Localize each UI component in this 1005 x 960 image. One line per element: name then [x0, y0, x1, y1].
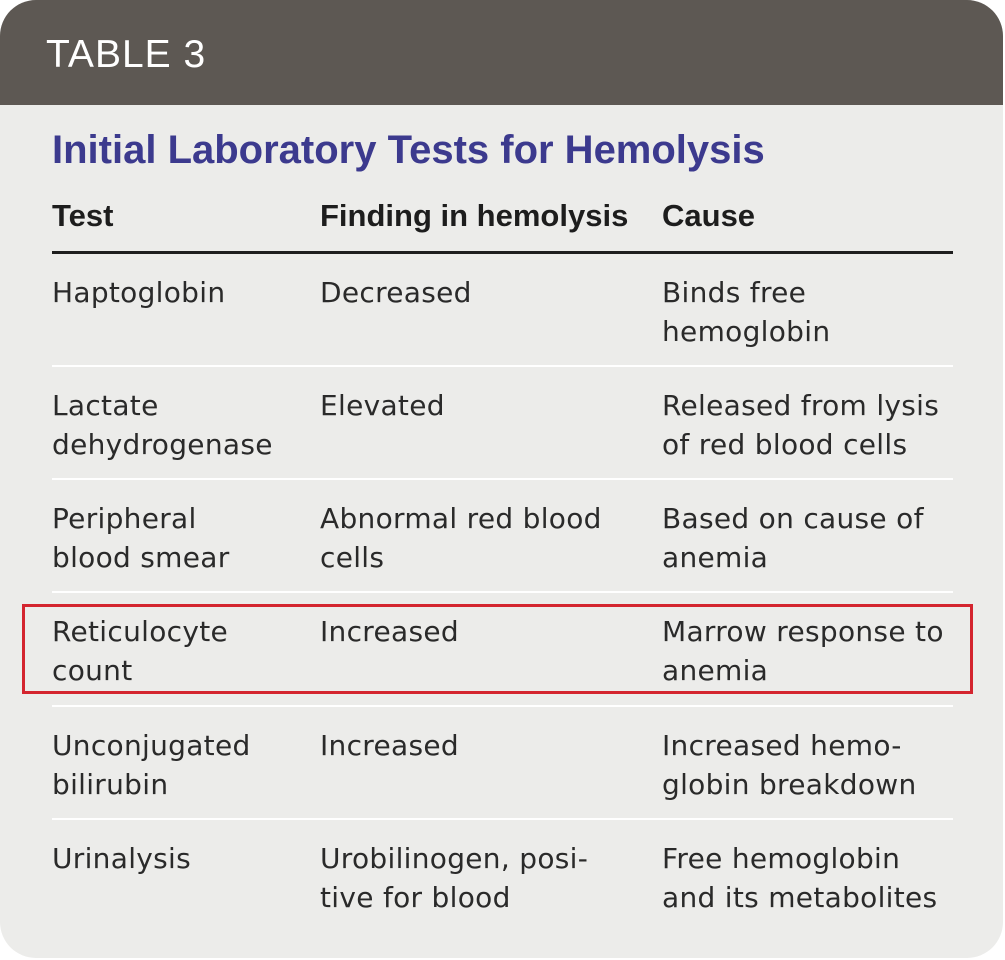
cell-line: Elevated — [320, 389, 445, 422]
cell-line: Lactate — [52, 389, 159, 422]
row-divider — [52, 478, 953, 480]
cell-line: Urinalysis — [52, 842, 191, 875]
cell-cause — [662, 839, 937, 917]
cell-line: count — [52, 654, 133, 687]
row-divider — [52, 818, 953, 820]
cell-test — [52, 726, 251, 804]
cell-line: Increased — [320, 615, 459, 648]
cell-line: Reticulocyte — [52, 615, 229, 648]
cell-line: Increased hemo- — [662, 729, 902, 762]
cell-test — [52, 386, 273, 464]
cell-line: Urobilinogen, posi- — [320, 842, 589, 875]
table-header-bar — [0, 0, 1003, 105]
cell-cause — [662, 386, 939, 464]
cell-line: blood smear — [52, 541, 230, 574]
cell-line: Free hemoglobin — [662, 842, 901, 875]
cell-line: globin breakdown — [662, 768, 917, 801]
cell-line: of red blood cells — [662, 428, 908, 461]
cell-cause — [662, 726, 917, 804]
cell-finding — [320, 273, 472, 312]
row-divider — [52, 365, 953, 367]
cell-line: Decreased — [320, 276, 472, 309]
cell-test — [52, 499, 230, 577]
cell-line: Based on cause of — [662, 502, 924, 535]
cell-finding — [320, 726, 459, 765]
column-header-finding: Finding in hemolysis — [320, 198, 629, 233]
cell-line: tive for blood — [320, 881, 511, 914]
column-header-test: Test — [52, 198, 114, 233]
row-divider — [52, 591, 953, 593]
cell-line: Unconjugated — [52, 729, 251, 762]
table-label: TABLE 3 — [46, 33, 207, 76]
cell-cause — [662, 499, 924, 577]
cell-finding — [320, 499, 602, 577]
cell-finding — [320, 839, 588, 917]
table-title: Initial Laboratory Tests for Hemolysis — [52, 128, 765, 172]
cell-finding — [320, 386, 445, 425]
cell-line: hemoglobin — [662, 315, 831, 348]
cell-line: anemia — [662, 654, 769, 687]
cell-line: Peripheral — [52, 502, 197, 535]
cell-line: cells — [320, 541, 385, 574]
cell-line: Increased — [320, 729, 459, 762]
cell-line: bilirubin — [52, 768, 169, 801]
cell-line: and its metabolites — [662, 881, 938, 914]
cell-test — [52, 839, 191, 878]
cell-test — [52, 273, 225, 312]
header-divider — [52, 251, 953, 254]
cell-line: Released from lysis — [662, 389, 940, 422]
cell-line: anemia — [662, 541, 769, 574]
column-header-cause: Cause — [662, 198, 756, 233]
cell-line: Abnormal red blood — [320, 502, 602, 535]
row-divider — [52, 705, 953, 707]
cell-line: Marrow response to — [662, 615, 944, 648]
cell-line: Binds free — [662, 276, 807, 309]
cell-line: Haptoglobin — [52, 276, 226, 309]
cell-line: dehydrogenase — [52, 428, 273, 461]
highlight-box — [22, 604, 973, 694]
cell-cause — [662, 273, 830, 351]
